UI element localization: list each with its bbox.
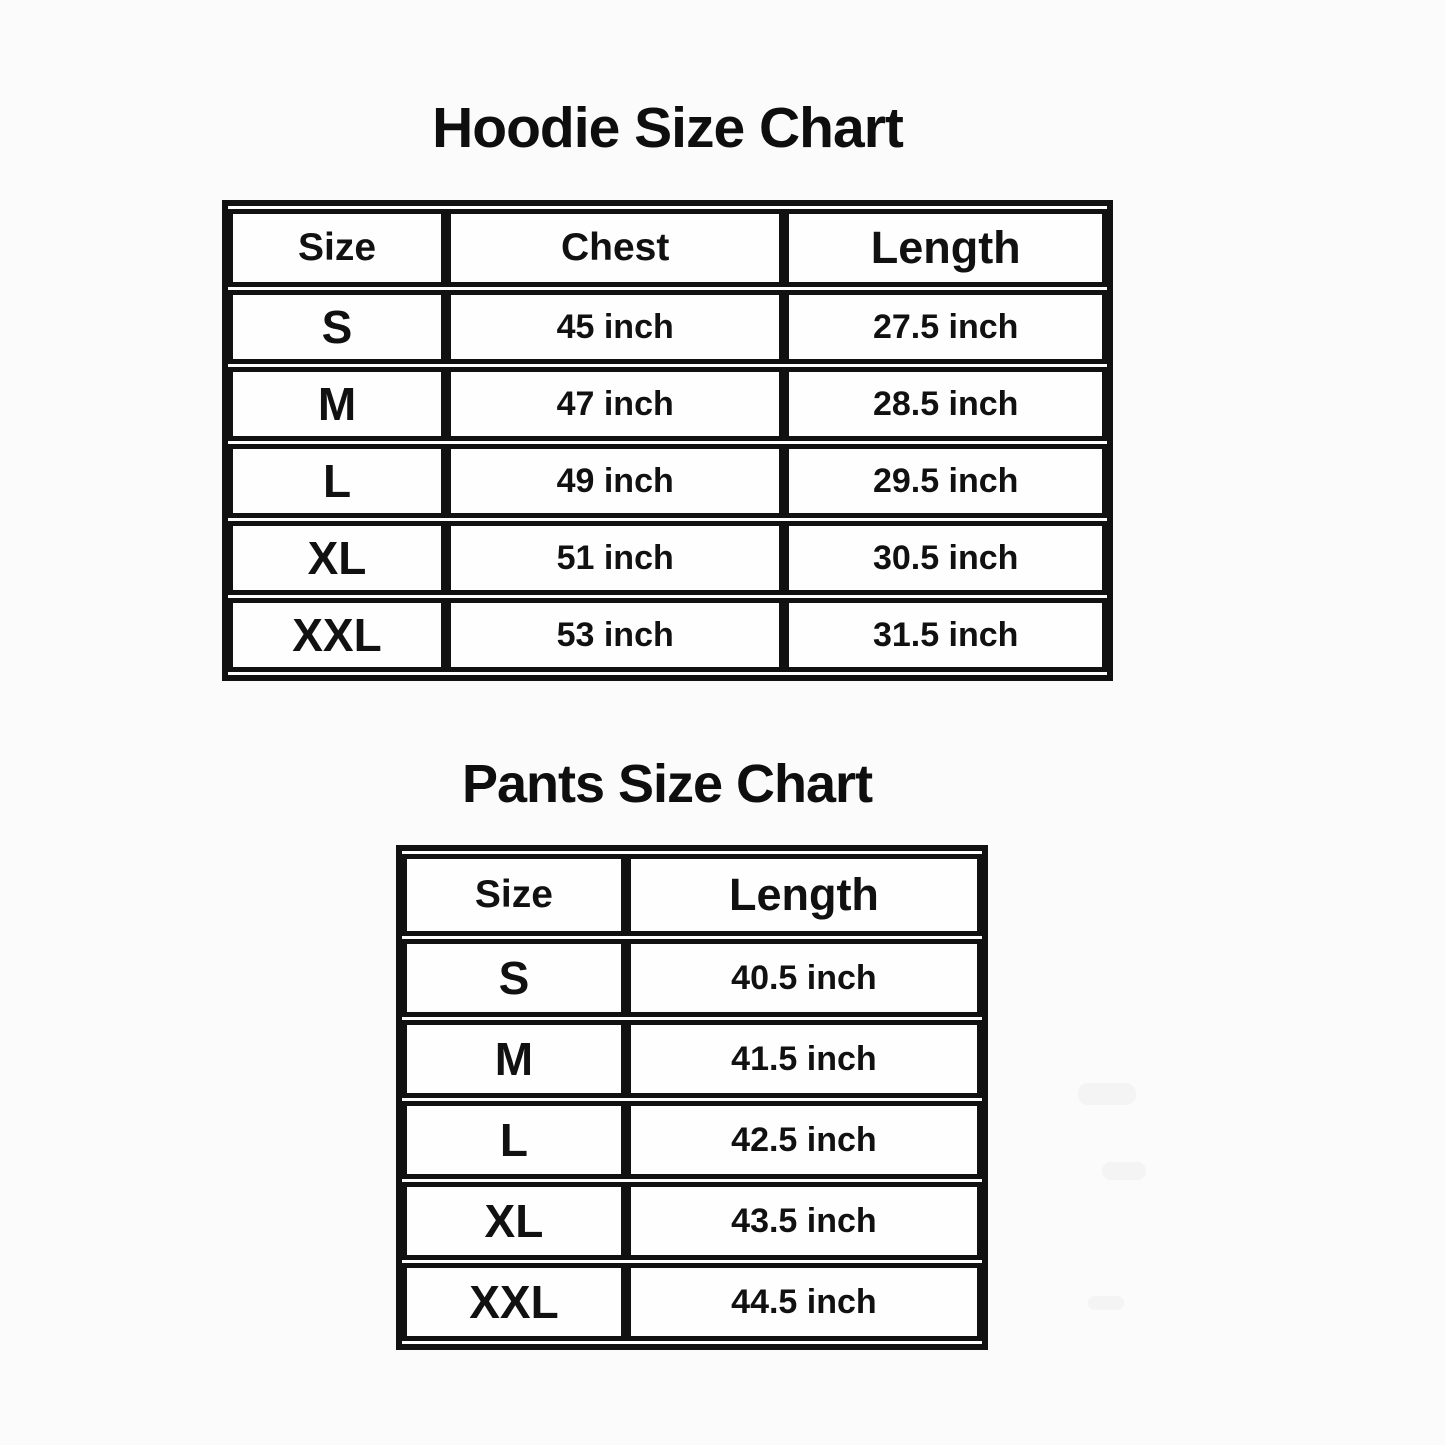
hoodie-chart-title: Hoodie Size Chart bbox=[432, 96, 903, 160]
scan-smudge bbox=[1078, 1083, 1136, 1105]
length-cell: 42.5 inch bbox=[626, 1101, 982, 1179]
size-cell: L bbox=[228, 444, 446, 518]
length-cell: 29.5 inch bbox=[784, 444, 1107, 518]
length-cell: 28.5 inch bbox=[784, 367, 1107, 441]
size-cell: S bbox=[228, 290, 446, 364]
size-cell: S bbox=[402, 939, 626, 1017]
pants-header-row bbox=[402, 854, 982, 936]
table-row bbox=[228, 367, 1107, 441]
table-row bbox=[228, 290, 1107, 364]
length-cell: 41.5 inch bbox=[626, 1020, 982, 1098]
size-cell: XL bbox=[228, 521, 446, 595]
length-cell: 40.5 inch bbox=[626, 939, 982, 1017]
chest-cell: 51 inch bbox=[446, 521, 784, 595]
scan-smudge bbox=[1102, 1162, 1146, 1180]
size-cell: L bbox=[402, 1101, 626, 1179]
column-header-length: Length bbox=[784, 209, 1107, 287]
column-header-length: Length bbox=[626, 854, 982, 936]
chest-cell: 47 inch bbox=[446, 367, 784, 441]
length-cell: 30.5 inch bbox=[784, 521, 1107, 595]
length-cell: 43.5 inch bbox=[626, 1182, 982, 1260]
size-cell: M bbox=[402, 1020, 626, 1098]
length-cell: 44.5 inch bbox=[626, 1263, 982, 1341]
chest-cell: 45 inch bbox=[446, 290, 784, 364]
table-row bbox=[402, 1020, 982, 1098]
table-row bbox=[228, 444, 1107, 518]
table-row bbox=[228, 598, 1107, 672]
size-cell: M bbox=[228, 367, 446, 441]
table-row bbox=[402, 1182, 982, 1260]
column-header-size: Size bbox=[402, 854, 626, 936]
hoodie-header-row bbox=[228, 209, 1107, 287]
table-row bbox=[228, 521, 1107, 595]
pants-chart-title: Pants Size Chart bbox=[461, 754, 873, 814]
pants-size-table bbox=[396, 845, 988, 1350]
table-row bbox=[402, 1263, 982, 1341]
length-cell: 31.5 inch bbox=[784, 598, 1107, 672]
table-row bbox=[402, 1101, 982, 1179]
chest-cell: 49 inch bbox=[446, 444, 784, 518]
column-header-size: Size bbox=[228, 209, 446, 287]
column-header-chest: Chest bbox=[446, 209, 784, 287]
size-cell: XXL bbox=[402, 1263, 626, 1341]
size-cell: XL bbox=[402, 1182, 626, 1260]
chest-cell: 53 inch bbox=[446, 598, 784, 672]
size-cell: XXL bbox=[228, 598, 446, 672]
scan-smudge bbox=[1088, 1296, 1124, 1310]
length-cell: 27.5 inch bbox=[784, 290, 1107, 364]
table-row bbox=[402, 939, 982, 1017]
hoodie-size-table bbox=[222, 200, 1113, 681]
